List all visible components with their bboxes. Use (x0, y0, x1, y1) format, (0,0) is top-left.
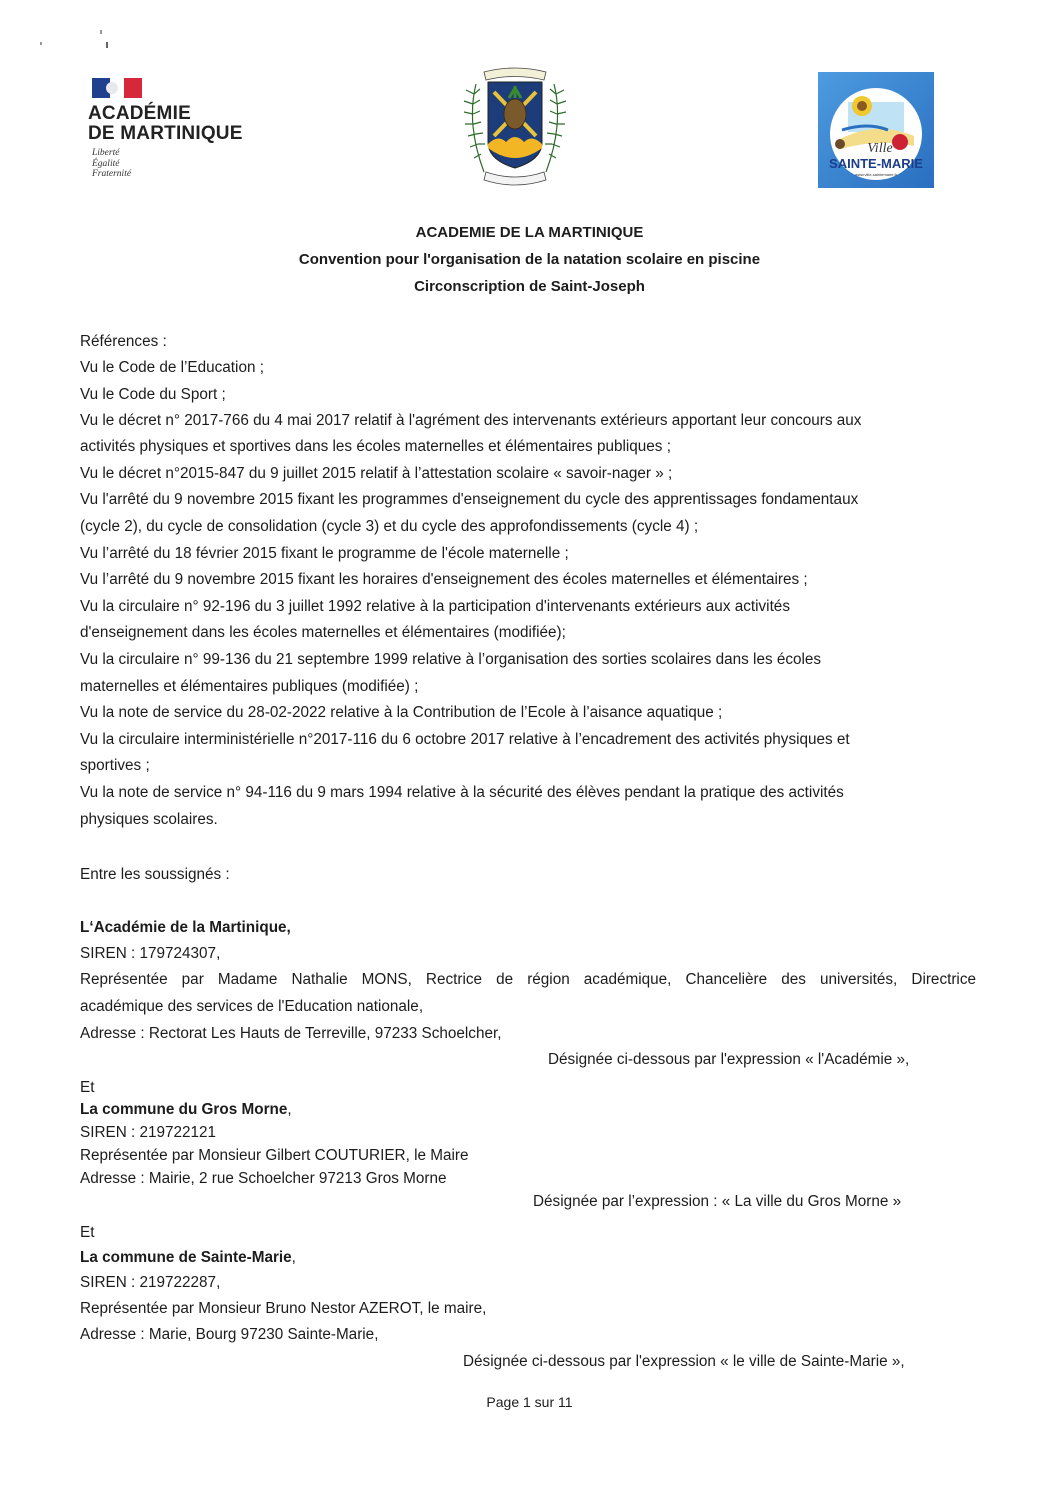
scan-artifact (100, 30, 102, 34)
references-label: Références : (80, 333, 167, 350)
document-title-line1: ACADEMIE DE LA MARTINIQUE (415, 224, 644, 241)
reference-line: Vu la circulaire n° 92-196 du 3 juillet 1992 relative à la participation d'intervenants extérieurs aux activités (80, 598, 790, 615)
party-gros-morne-designation: Désignée par l’expression : « La ville du Gros Morne » (533, 1193, 902, 1210)
reference-line: (cycle 2), du cycle de consolidation (cycle 3) et du cycle des approfondissements (cycle 4) ; (80, 518, 699, 535)
party-academie-address: Adresse : Rectorat Les Hauts de Terreville, 97233 Schoelcher, (80, 1025, 502, 1042)
party-academie-siren: SIREN : 179724307, (80, 945, 221, 962)
scan-artifact (106, 42, 108, 48)
party-academie-represented: Représentée par Madame Nathalie MONS, Rectrice de région académique, Chancelière des universités, Directrice (80, 971, 976, 988)
motto: Liberté Égalité Fraternité (92, 148, 132, 179)
reference-line: Vu la note de service du 28-02-2022 relative à la Contribution de l’Ecole à l’aisance aquatique ; (80, 704, 723, 721)
reference-line: Vu l’arrêté du 18 février 2015 fixant le programme de l'école maternelle ; (80, 545, 569, 562)
reference-line: Vu le Code du Sport ; (80, 386, 226, 403)
party-gros-morne-represented: Représentée par Monsieur Gilbert COUTURIER, le Maire (80, 1147, 469, 1164)
party-sainte-marie-siren: SIREN : 219722287, (80, 1274, 221, 1291)
reference-line: physiques scolaires. (80, 811, 218, 828)
reference-line: Vu le décret n° 2017-766 du 4 mai 2017 relatif à l'agrément des intervenants extérieurs apportant leur concours aux (80, 412, 862, 429)
reference-line: maternelles et élémentaires publiques (modifiée) ; (80, 678, 419, 695)
party-gros-morne-address: Adresse : Mairie, 2 rue Schoelcher 97213 Gros Morne (80, 1170, 447, 1187)
reference-line: Vu l'arrêté du 9 novembre 2015 fixant les programmes d'enseignement du cycle des apprentissages fondamentaux (80, 491, 859, 508)
reference-line: Vu l’arrêté du 9 novembre 2015 fixant les horaires d'enseignement des écoles maternelles et élémentaires ; (80, 571, 808, 588)
svg-text:Ville: Ville (867, 141, 893, 156)
academie-logo-text: ACADÉMIE DE MARTINIQUE (88, 103, 243, 144)
sainte-marie-logo (818, 72, 934, 188)
svg-text:www.ville-saintemarie.fr: www.ville-saintemarie.fr (854, 172, 898, 177)
party-academie-designation: Désignée ci-dessous par l'expression « l'Académie », (548, 1051, 910, 1068)
party-sainte-marie-represented: Représentée par Monsieur Bruno Nestor AZEROT, le maire, (80, 1300, 487, 1317)
reference-line: Vu la circulaire interministérielle n°2017-116 du 6 octobre 2017 relative à l’encadrement des activités physiques et (80, 731, 850, 748)
reference-line: Vu le décret n°2015-847 du 9 juillet 2015 relatif à l’attestation scolaire « savoir-nager » ; (80, 465, 673, 482)
party-academie-represented-cont: académique des services de l'Education nationale, (80, 998, 424, 1015)
document-title-line2: Convention pour l'organisation de la natation scolaire en piscine (298, 251, 761, 268)
conjunction-et: Et (80, 1224, 95, 1241)
reference-line: Vu la note de service n° 94-116 du 9 mars 1994 relative à la sécurité des élèves pendant la pratique des activités (80, 784, 844, 801)
reference-line: Vu la circulaire n° 99-136 du 21 septembre 1999 relative à l’organisation des sorties scolaires dans les écoles (80, 651, 822, 668)
party-academie-name: L‘Académie de la Martinique, (80, 919, 291, 936)
page-number: Page 1 sur 11 (486, 1394, 573, 1410)
reference-line: sportives ; (80, 757, 150, 774)
gros-morne-coat-of-arms-icon (456, 64, 574, 188)
scan-artifact (40, 42, 42, 45)
party-sainte-marie-designation: Désignée ci-dessous par l'expression « le ville de Sainte-Marie », (463, 1353, 905, 1370)
parties-intro: Entre les soussignés : (80, 866, 230, 883)
party-gros-morne-siren: SIREN : 219722121 (80, 1124, 217, 1141)
reference-line: activités physiques et sportives dans les écoles maternelles et élémentaires publiques ; (80, 438, 671, 455)
conjunction-et: Et (80, 1079, 95, 1096)
reference-line: d'enseignement dans les écoles maternelles et élémentaires (modifiée); (80, 624, 566, 641)
party-sainte-marie-name: La commune de Sainte-Marie, (80, 1249, 296, 1266)
academie-martinique-logo (88, 78, 268, 188)
party-gros-morne-name: La commune du Gros Morne, (80, 1101, 292, 1118)
party-sainte-marie-address: Adresse : Marie, Bourg 97230 Sainte-Marie, (80, 1326, 379, 1343)
svg-text:SAINTE-MARIE: SAINTE-MARIE (829, 156, 923, 171)
reference-line: Vu le Code de l’Education ; (80, 359, 264, 376)
document-title-line3: Circonscription de Saint-Joseph (414, 278, 645, 295)
marianne-flag-icon (92, 78, 142, 98)
